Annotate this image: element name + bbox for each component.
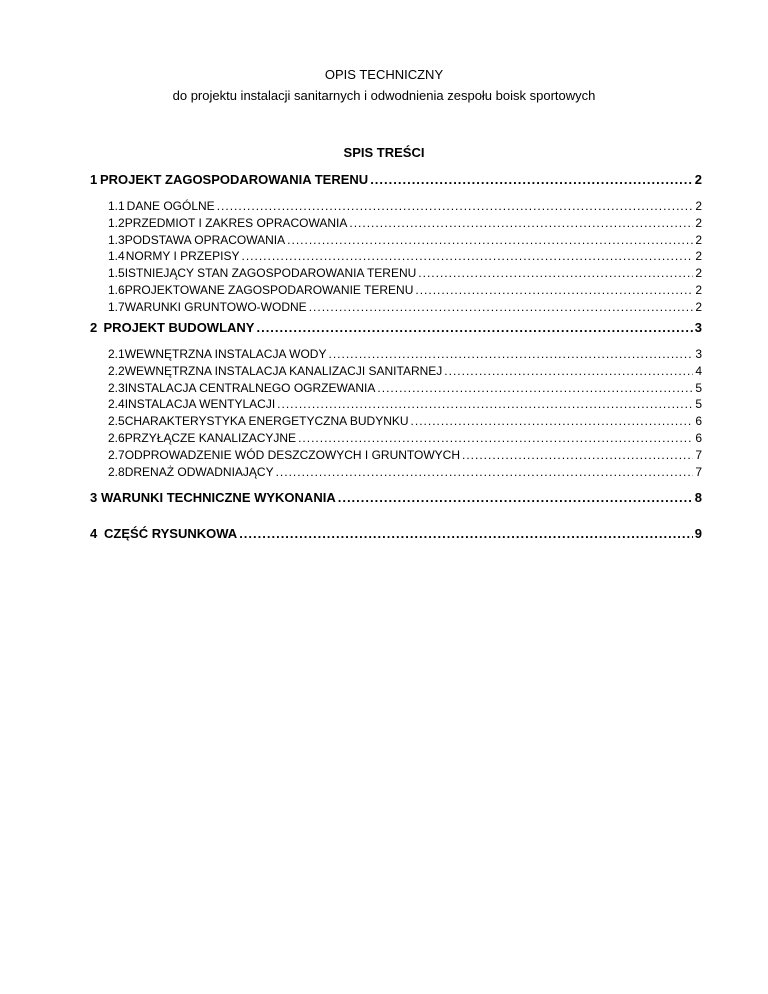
toc-page-number: 6 <box>695 431 702 445</box>
document-subtitle: do projektu instalacji sanitarnych i odwodnienia zespołu boisk sportowych <box>172 88 596 103</box>
document-title: OPIS TECHNICZNY <box>324 67 444 82</box>
toc-entry-number: 1.1 <box>108 199 125 213</box>
toc-page-number: 7 <box>695 464 702 479</box>
toc-page-number: 2 <box>695 266 702 281</box>
toc-entry-number: 1.6 <box>108 283 125 297</box>
toc-page-number: 2 <box>695 199 702 213</box>
toc-leader-dots <box>217 199 694 213</box>
toc-entry-title: PODSTAWA OPRACOWANIA <box>124 232 286 247</box>
toc-leader-dots <box>298 431 693 445</box>
toc-page-number: 5 <box>695 397 702 412</box>
toc-subsection[interactable] <box>108 397 702 411</box>
toc-entry-title: PRZYŁĄCZE KANALIZACYJNE <box>124 431 297 445</box>
toc-subsection[interactable] <box>108 448 702 462</box>
toc-leader-dots <box>411 414 694 428</box>
toc-entry-title: WARUNKI GRUNTOWO-WODNE <box>124 299 307 314</box>
toc-leader-dots <box>462 448 693 462</box>
toc-section[interactable] <box>90 172 702 187</box>
toc-entry-number: 1 <box>90 172 98 187</box>
toc-entry-title: PROJEKTOWANE ZAGOSPODAROWANIE TERENU <box>124 283 414 297</box>
toc-subsection[interactable] <box>108 199 702 213</box>
toc-section[interactable] <box>90 490 702 505</box>
toc-leader-dots <box>242 249 694 263</box>
toc-leader-dots <box>309 300 694 314</box>
toc-page-number: 3 <box>695 347 702 361</box>
toc-section[interactable] <box>90 526 702 541</box>
toc-leader-dots <box>287 233 693 247</box>
toc-entry-title: ODPROWADZENIE WÓD DESZCZOWYCH I GRUNTOWYCH <box>124 447 461 462</box>
toc-subsection[interactable] <box>108 216 702 230</box>
toc-leader-dots <box>370 172 693 187</box>
toc-entry-title: INSTALACJA WENTYLACJI <box>124 397 276 412</box>
toc-leader-dots <box>328 347 693 361</box>
toc-entry-title: PRZEDMIOT I ZAKRES OPRACOWANIA <box>124 215 348 230</box>
toc-entry-title: WEWNĘTRZNA INSTALACJA KANALIZACJI SANITARNEJ <box>124 363 443 378</box>
toc-page-number: 3 <box>694 320 702 335</box>
toc-entry-title: PROJEKT ZAGOSPODAROWANIA TERENU <box>99 172 369 187</box>
toc-subsection[interactable] <box>108 347 702 361</box>
toc-entry-number: 2.2 <box>108 363 125 378</box>
toc-entry-number: 2.1 <box>108 347 125 361</box>
toc-leader-dots <box>377 381 693 395</box>
toc-page-number: 5 <box>695 380 702 395</box>
toc-entry-title: DRENAŻ ODWADNIAJĄCY <box>124 464 274 479</box>
toc-page-number: 9 <box>694 526 702 541</box>
toc-page-number: 2 <box>694 172 702 187</box>
toc-subsection[interactable] <box>108 465 702 479</box>
toc-entry-number: 1.3 <box>108 232 125 247</box>
toc-entry-title: ISTNIEJĄCY STAN ZAGOSPODAROWANIA TERENU <box>124 266 417 281</box>
toc-leader-dots <box>415 283 693 297</box>
toc-subsection[interactable] <box>108 283 702 297</box>
toc-entry-number: 2.5 <box>108 414 125 429</box>
toc-subsection[interactable] <box>108 300 702 314</box>
toc-entry-title: WARUNKI TECHNICZNE WYKONANIA <box>101 490 336 505</box>
toc-entry-number: 1.4 <box>108 249 125 264</box>
toc-page-number: 2 <box>695 249 702 264</box>
toc-page-number: 2 <box>695 299 702 314</box>
toc-page-number: 2 <box>695 215 702 230</box>
toc-section[interactable] <box>90 320 702 335</box>
toc-entry-number: 4 <box>90 526 98 541</box>
toc-entry-number: 2.4 <box>108 397 125 412</box>
toc-page-number: 7 <box>695 447 702 462</box>
toc-leader-dots <box>239 526 693 541</box>
toc-heading: SPIS TREŚCI <box>343 145 425 160</box>
toc-leader-dots <box>276 465 694 479</box>
toc-entry-number: 2.3 <box>108 380 125 395</box>
toc-entry-number: 2 <box>90 320 98 335</box>
toc-entry-title: CZĘŚĆ RYSUNKOWA <box>104 526 238 541</box>
toc-entry-title: DANE OGÓLNE <box>126 199 215 213</box>
toc-subsection[interactable] <box>108 249 702 263</box>
toc-subsection[interactable] <box>108 414 702 428</box>
toc-entry-number: 3 <box>90 490 98 505</box>
toc-subsection[interactable] <box>108 381 702 395</box>
toc-entry-title: INSTALACJA CENTRALNEGO OGRZEWANIA <box>124 380 376 395</box>
toc-entry-title: CHARAKTERYSTYKA ENERGETYCZNA BUDYNKU <box>124 414 409 429</box>
toc-page-number: 8 <box>694 490 702 505</box>
toc-page-number: 2 <box>695 283 702 297</box>
toc-subsection[interactable] <box>108 233 702 247</box>
toc-entry-number: 1.5 <box>108 266 125 281</box>
toc-leader-dots <box>277 397 693 411</box>
toc-subsection[interactable] <box>108 364 702 378</box>
toc-entry-number: 2.8 <box>108 464 125 479</box>
toc-subsection[interactable] <box>108 266 702 280</box>
toc-entry-title: NORMY I PRZEPISY <box>125 249 240 264</box>
toc-page-number: 4 <box>695 363 702 378</box>
toc-leader-dots <box>418 266 693 280</box>
toc-entry-number: 1.2 <box>108 215 125 230</box>
toc-leader-dots <box>444 364 693 378</box>
toc-entry-number: 1.7 <box>108 299 125 314</box>
toc-leader-dots <box>349 216 693 230</box>
toc-page-number: 2 <box>695 232 702 247</box>
toc-entry-title: WEWNĘTRZNA INSTALACJA WODY <box>124 347 327 361</box>
toc-leader-dots <box>256 320 692 335</box>
toc-leader-dots <box>338 490 693 505</box>
toc-subsection[interactable] <box>108 431 702 445</box>
toc-entry-number: 2.7 <box>108 447 125 462</box>
toc-entry-title: PROJEKT BUDOWLANY <box>103 320 255 335</box>
toc-page-number: 6 <box>695 414 702 429</box>
document-header <box>0 64 768 106</box>
toc-entry-number: 2.6 <box>108 431 125 445</box>
